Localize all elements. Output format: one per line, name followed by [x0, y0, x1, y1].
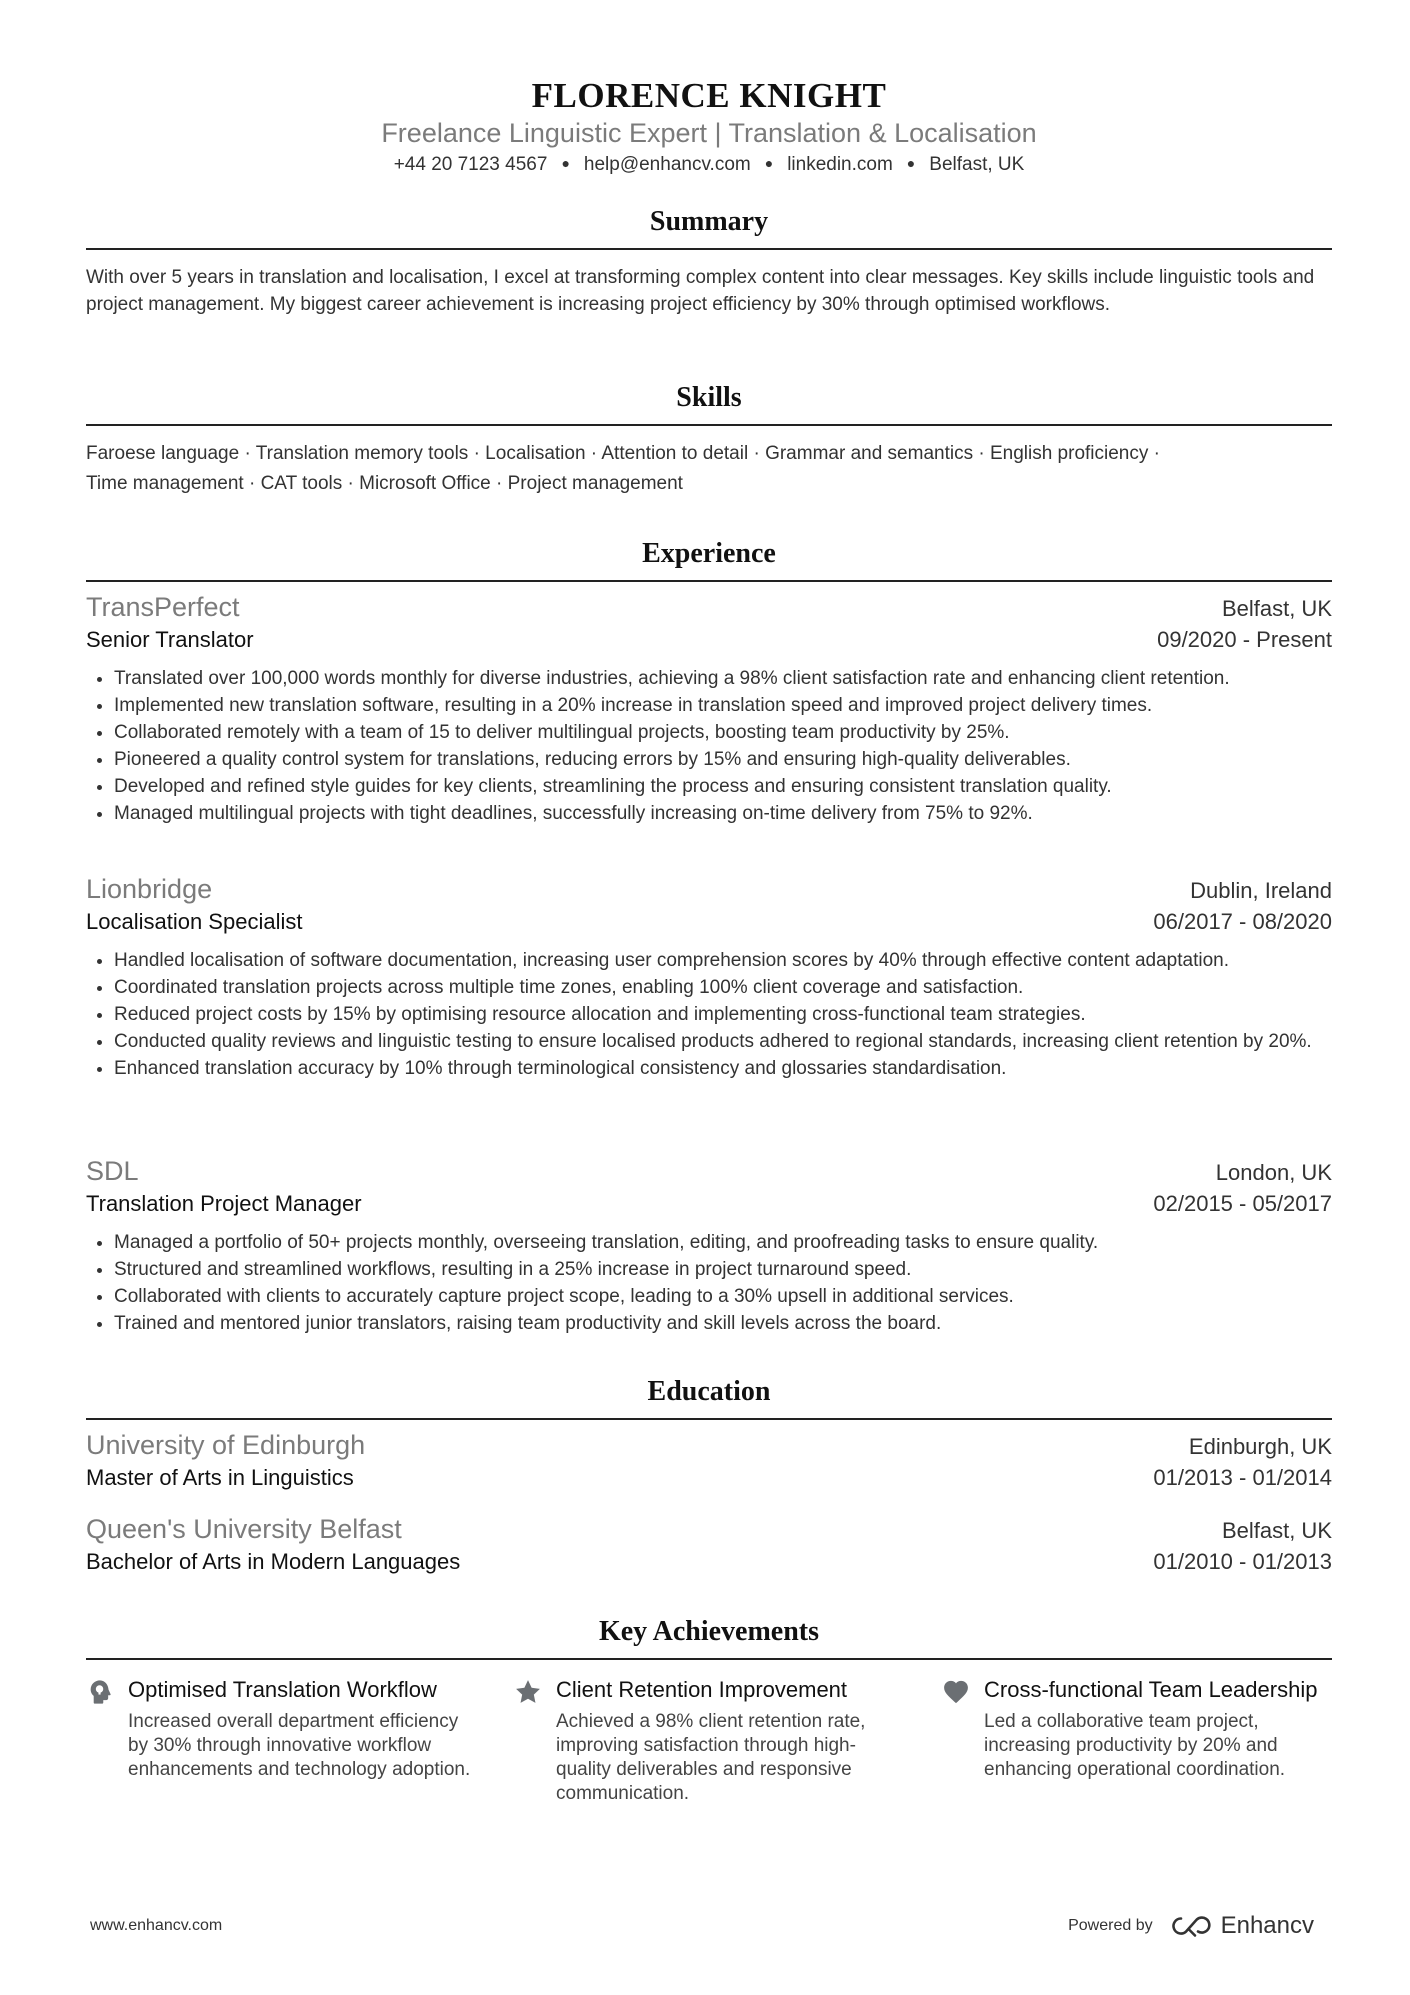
achievement-item — [86, 1676, 481, 1782]
skills-heading: Skills — [86, 382, 1332, 426]
education-dates: 01/2010 - 01/2013 — [1153, 1549, 1332, 1574]
job-bullet: • Coordinated translation projects across multiple time zones, enabling 100% client coverage and satisfaction. — [114, 974, 1332, 1001]
job-bullets — [86, 1229, 1332, 1337]
job-role: Senior Translator — [86, 627, 254, 652]
achievement-description: Achieved a 98% client retention rate, improving satisfaction through high-quality deliverables and responsive communication. — [556, 1711, 866, 1804]
separator-dot: ● — [561, 155, 570, 171]
job-entry — [86, 592, 1332, 827]
job-location: Dublin, Ireland — [1190, 878, 1332, 903]
job-bullet: • Handled localisation of software documentation, increasing user comprehension scores by 40% through effective content adaptation. — [114, 947, 1332, 974]
job-bullet: • Conducted quality reviews and linguistic testing to ensure localised products adhered to regional standards, increasing client retention by 20%. — [114, 1028, 1332, 1055]
job-dates: 09/2020 - Present — [1157, 627, 1332, 652]
job-bullet: • Collaborated with clients to accurately capture project scope, leading to a 30% upsell in additional services. — [114, 1283, 1332, 1310]
education-location: Edinburgh, UK — [1188, 1434, 1332, 1459]
contact-location: Belfast, UK — [929, 154, 1025, 175]
enhancv-logo-text: Enhancv — [1220, 1912, 1314, 1939]
candidate-name: FLORENCE KNIGHT — [531, 76, 887, 115]
skills-line: Time management · CAT tools · Microsoft Office · Project management — [86, 473, 683, 494]
contact-linkedin[interactable]: linkedin.com — [787, 154, 893, 175]
job-company: TransPerfect — [86, 592, 240, 622]
job-bullets — [86, 665, 1332, 827]
education-school: Queen's University Belfast — [86, 1514, 402, 1544]
job-bullet: • Pioneered a quality control system for translations, reducing errors by 15% and ensuring high-quality deliverables. — [114, 746, 1332, 773]
job-dates: 02/2015 - 05/2017 — [1153, 1191, 1332, 1216]
separator-dot: ● — [764, 155, 774, 171]
job-company: SDL — [86, 1156, 139, 1186]
job-location: London, UK — [1215, 1160, 1332, 1185]
contact-line — [86, 154, 1332, 176]
job-entry — [86, 874, 1332, 1082]
contact-email[interactable]: help@enhancv.com — [583, 154, 751, 175]
achievement-item — [942, 1676, 1337, 1782]
job-bullet: • Managed a portfolio of 50+ projects monthly, overseeing translation, editing, and proofreading tasks to ensure quality. — [114, 1229, 1332, 1256]
powered-by-label: Powered by — [1068, 1917, 1153, 1934]
job-company: Lionbridge — [86, 874, 213, 904]
education-degree: Bachelor of Arts in Modern Languages — [86, 1549, 461, 1574]
skills-list — [86, 439, 1332, 499]
achievement-description: Increased overall department efficiency by 30% through innovative workflow enhancements and technology adoption. — [128, 1711, 471, 1780]
job-dates: 06/2017 - 08/2020 — [1153, 909, 1332, 934]
education-entry — [86, 1430, 1332, 1499]
achievement-item — [514, 1676, 909, 1806]
separator-dot: ● — [906, 155, 916, 171]
job-role: Localisation Specialist — [86, 909, 303, 934]
contact-phone: +44 20 7123 4567 — [393, 154, 548, 175]
job-bullet: • Developed and refined style guides for key clients, streamlining the process and ensuring consistent translation quality. — [114, 773, 1332, 800]
job-bullet: • Managed multilingual projects with tight deadlines, successfully increasing on-time delivery from 75% to 92%. — [114, 800, 1332, 827]
heart-icon — [942, 1678, 970, 1706]
resume-page — [86, 0, 1332, 1995]
experience-heading: Experience — [86, 538, 1332, 582]
enhancv-logo[interactable] — [1167, 1912, 1314, 1940]
achievement-title: Client Retention Improvement — [556, 1677, 848, 1702]
job-bullet: • Enhanced translation accuracy by 10% through terminological consistency and glossaries standardisation. — [114, 1055, 1332, 1082]
job-bullet: • Collaborated remotely with a team of 15 to deliver multilingual projects, boosting team productivity by 25%. — [114, 719, 1332, 746]
job-bullet: • Trained and mentored junior translators, raising team productivity and skill levels across the board. — [114, 1310, 1332, 1337]
job-bullet: • Reduced project costs by 15% by optimising resource allocation and implementing cross-functional team strategies. — [114, 1001, 1332, 1028]
education-location: Belfast, UK — [1221, 1518, 1332, 1543]
achievement-title: Cross-functional Team Leadership — [984, 1677, 1318, 1702]
footer-website[interactable]: www.enhancv.com — [90, 1917, 223, 1934]
job-bullet: • Translated over 100,000 words monthly for diverse industries, achieving a 98% client satisfaction rate and enhancing client retention. — [114, 665, 1332, 692]
summary-heading: Summary — [86, 206, 1332, 250]
education-heading: Education — [86, 1376, 1332, 1420]
job-location: Belfast, UK — [1221, 596, 1332, 621]
star-icon — [514, 1678, 542, 1706]
education-dates: 01/2013 - 01/2014 — [1153, 1465, 1332, 1490]
candidate-title: Freelance Linguistic Expert | Translation & Localisation — [381, 118, 1037, 148]
job-bullet: • Implemented new translation software, resulting in a 20% increase in translation speed and improved project delivery times. — [114, 692, 1332, 719]
enhancv-logo-icon — [1167, 1914, 1213, 1938]
lightbulb-head-icon — [86, 1678, 114, 1706]
job-bullet: • Structured and streamlined workflows, resulting in a 25% increase in project turnaround speed. — [114, 1256, 1332, 1283]
job-role: Translation Project Manager — [86, 1191, 362, 1216]
achievements-heading: Key Achievements — [86, 1616, 1332, 1660]
job-bullets — [86, 947, 1332, 1082]
job-entry — [86, 1156, 1332, 1337]
footer-branding — [1068, 1912, 1314, 1940]
education-entry — [86, 1514, 1332, 1583]
summary-text: With over 5 years in translation and localisation, I excel at transforming complex content into clear messages. Key skills include linguistic tools and project management. My biggest career achievement is increasing project efficiency by 30% through optimised workflows. — [86, 267, 1315, 315]
education-school: University of Edinburgh — [86, 1430, 366, 1460]
achievement-title: Optimised Translation Workflow — [128, 1677, 437, 1702]
skills-line: Faroese language · Translation memory tools · Localisation · Attention to detail · Grammar and semantics · English proficiency · — [86, 443, 1160, 464]
education-degree: Master of Arts in Linguistics — [86, 1465, 354, 1490]
achievement-description: Led a collaborative team project, increasing productivity by 20% and enhancing operational coordination. — [984, 1711, 1286, 1780]
